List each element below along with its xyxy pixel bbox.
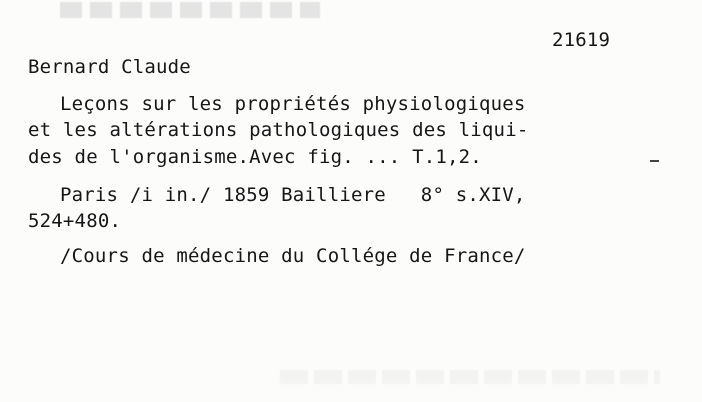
call-number: 21619: [552, 29, 611, 51]
imprint-line-2: 524+480.: [28, 210, 122, 232]
series-note: /Cours de médecine du Collége de France/: [60, 245, 526, 267]
title-line-2: et les altérations pathologiques des liqui-: [28, 119, 529, 141]
author-heading: Bernard Claude: [28, 56, 191, 78]
bleed-through-marks: [60, 2, 320, 18]
margin-dash: [650, 160, 659, 162]
bleed-through-marks-bottom: [280, 370, 660, 384]
title-line-3: des de l'organisme.Avec fig. ... T.1,2.: [28, 146, 482, 168]
title-line-1: Leçons sur les propriétés physiologiques: [60, 93, 526, 115]
imprint-line-1: Paris /i in./ 1859 Bailliere 8° s.XIV,: [60, 184, 526, 206]
